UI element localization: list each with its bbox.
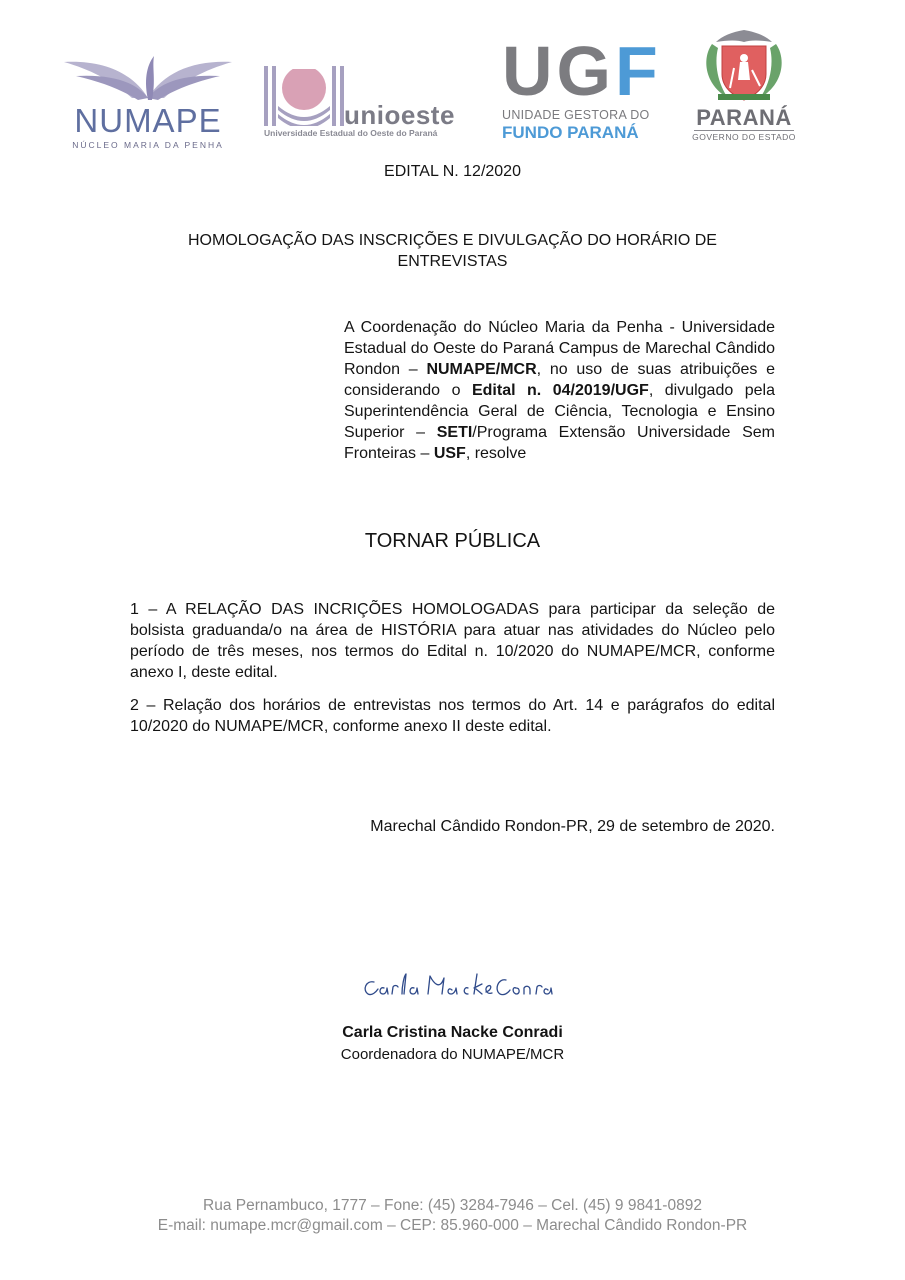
preamble-bold-edital: Edital n. 04/2019/UGF xyxy=(471,382,649,399)
place-and-date: Marechal Cândido Rondon-PR, 29 de setembro de 2020. xyxy=(370,818,775,835)
ugf-letters-ug: UG xyxy=(502,32,615,110)
footer-address: Rua Pernambuco, 1777 – Fone: (45) 3284-7946 – Cel. (45) 9 9841-0892 xyxy=(203,1197,702,1214)
list-item-2: 2 – Relação dos horários de entrevistas nos termos do Art. 14 e parágrafos do edital 10/2020 do NUMAPE/MCR, conforme anexo II deste edital. xyxy=(130,697,775,735)
unioeste-subtitle: Universidade Estadual do Oeste do Paraná xyxy=(264,128,438,138)
preamble-text-3: , divulgado pela Superintendência Geral de Ciência, Tecnologia e Ensino Superior – xyxy=(344,382,776,441)
ugf-line1: UNIDADE GESTORA DO xyxy=(502,108,650,122)
list-item-1: 1 – A RELAÇÃO DAS INCRIÇÕES HOMOLOGADAS para participar da seleção de bolsista graduanda/o na área de HISTÓRIA para atuar nas atividades do Núcleo pelo período de três meses, nos termos do Edital n. 10/2020 do NUMAPE/MCR, conforme anexo I, deste edital. xyxy=(130,601,775,681)
edital-number: EDITAL N. 12/2020 xyxy=(384,163,521,180)
section-heading: TORNAR PÚBLICA xyxy=(364,530,541,552)
preamble-text-2: , no uso de suas atribuições e considerando o xyxy=(344,361,776,399)
preamble-bold-seti: SETI xyxy=(436,424,473,441)
ugf-line2: FUNDO PARANÁ xyxy=(502,123,639,142)
half-circle-stripes-icon xyxy=(264,66,344,126)
preamble-text-5: , resolve xyxy=(465,445,527,462)
ugf-letter-f: F xyxy=(615,32,662,110)
preamble-bold-numape: NUMAPE/MCR xyxy=(426,361,537,378)
document-title xyxy=(150,230,755,272)
preamble-text-1: A Coordenação do Núcleo Maria da Penha - Universidade Estadual do Oeste do Paraná Campus de Marechal Cândido Rondon – xyxy=(344,319,775,378)
numape-logo xyxy=(62,52,234,152)
preamble-text-4: /Programa Extensão Universidade Sem Fronteiras – xyxy=(344,424,776,462)
ugf-logo xyxy=(500,32,662,146)
handwritten-signature xyxy=(356,962,556,1010)
unioeste-wordmark: unioeste xyxy=(344,100,455,130)
numape-subtitle: NÚCLEO MARIA DA PENHA xyxy=(72,140,224,150)
document-title-line2: ENTREVISTAS xyxy=(397,253,508,270)
preamble-paragraph xyxy=(344,317,775,464)
state-coat-of-arms-icon xyxy=(688,28,800,104)
parana-logo xyxy=(688,28,800,150)
footer-contact: E-mail: numape.mcr@gmail.com – CEP: 85.960-000 – Marechal Cândido Rondon-PR xyxy=(157,1217,748,1234)
unioeste-logo xyxy=(262,66,462,146)
signer-role: Coordenadora do NUMAPE/MCR xyxy=(340,1046,565,1063)
parana-wordmark: PARANÁ xyxy=(696,105,792,130)
preamble-bold-usf: USF xyxy=(433,445,466,462)
ugf-letters xyxy=(502,32,662,110)
document-title-line1: HOMOLOGAÇÃO DAS INSCRIÇÕES E DIVULGAÇÃO DO HORÁRIO DE xyxy=(188,232,717,249)
dove-wings-icon xyxy=(62,52,234,104)
numape-wordmark: NUMAPE xyxy=(74,102,222,139)
parana-subtitle: GOVERNO DO ESTADO xyxy=(692,132,796,142)
signer-name: Carla Cristina Nacke Conradi xyxy=(342,1024,563,1041)
